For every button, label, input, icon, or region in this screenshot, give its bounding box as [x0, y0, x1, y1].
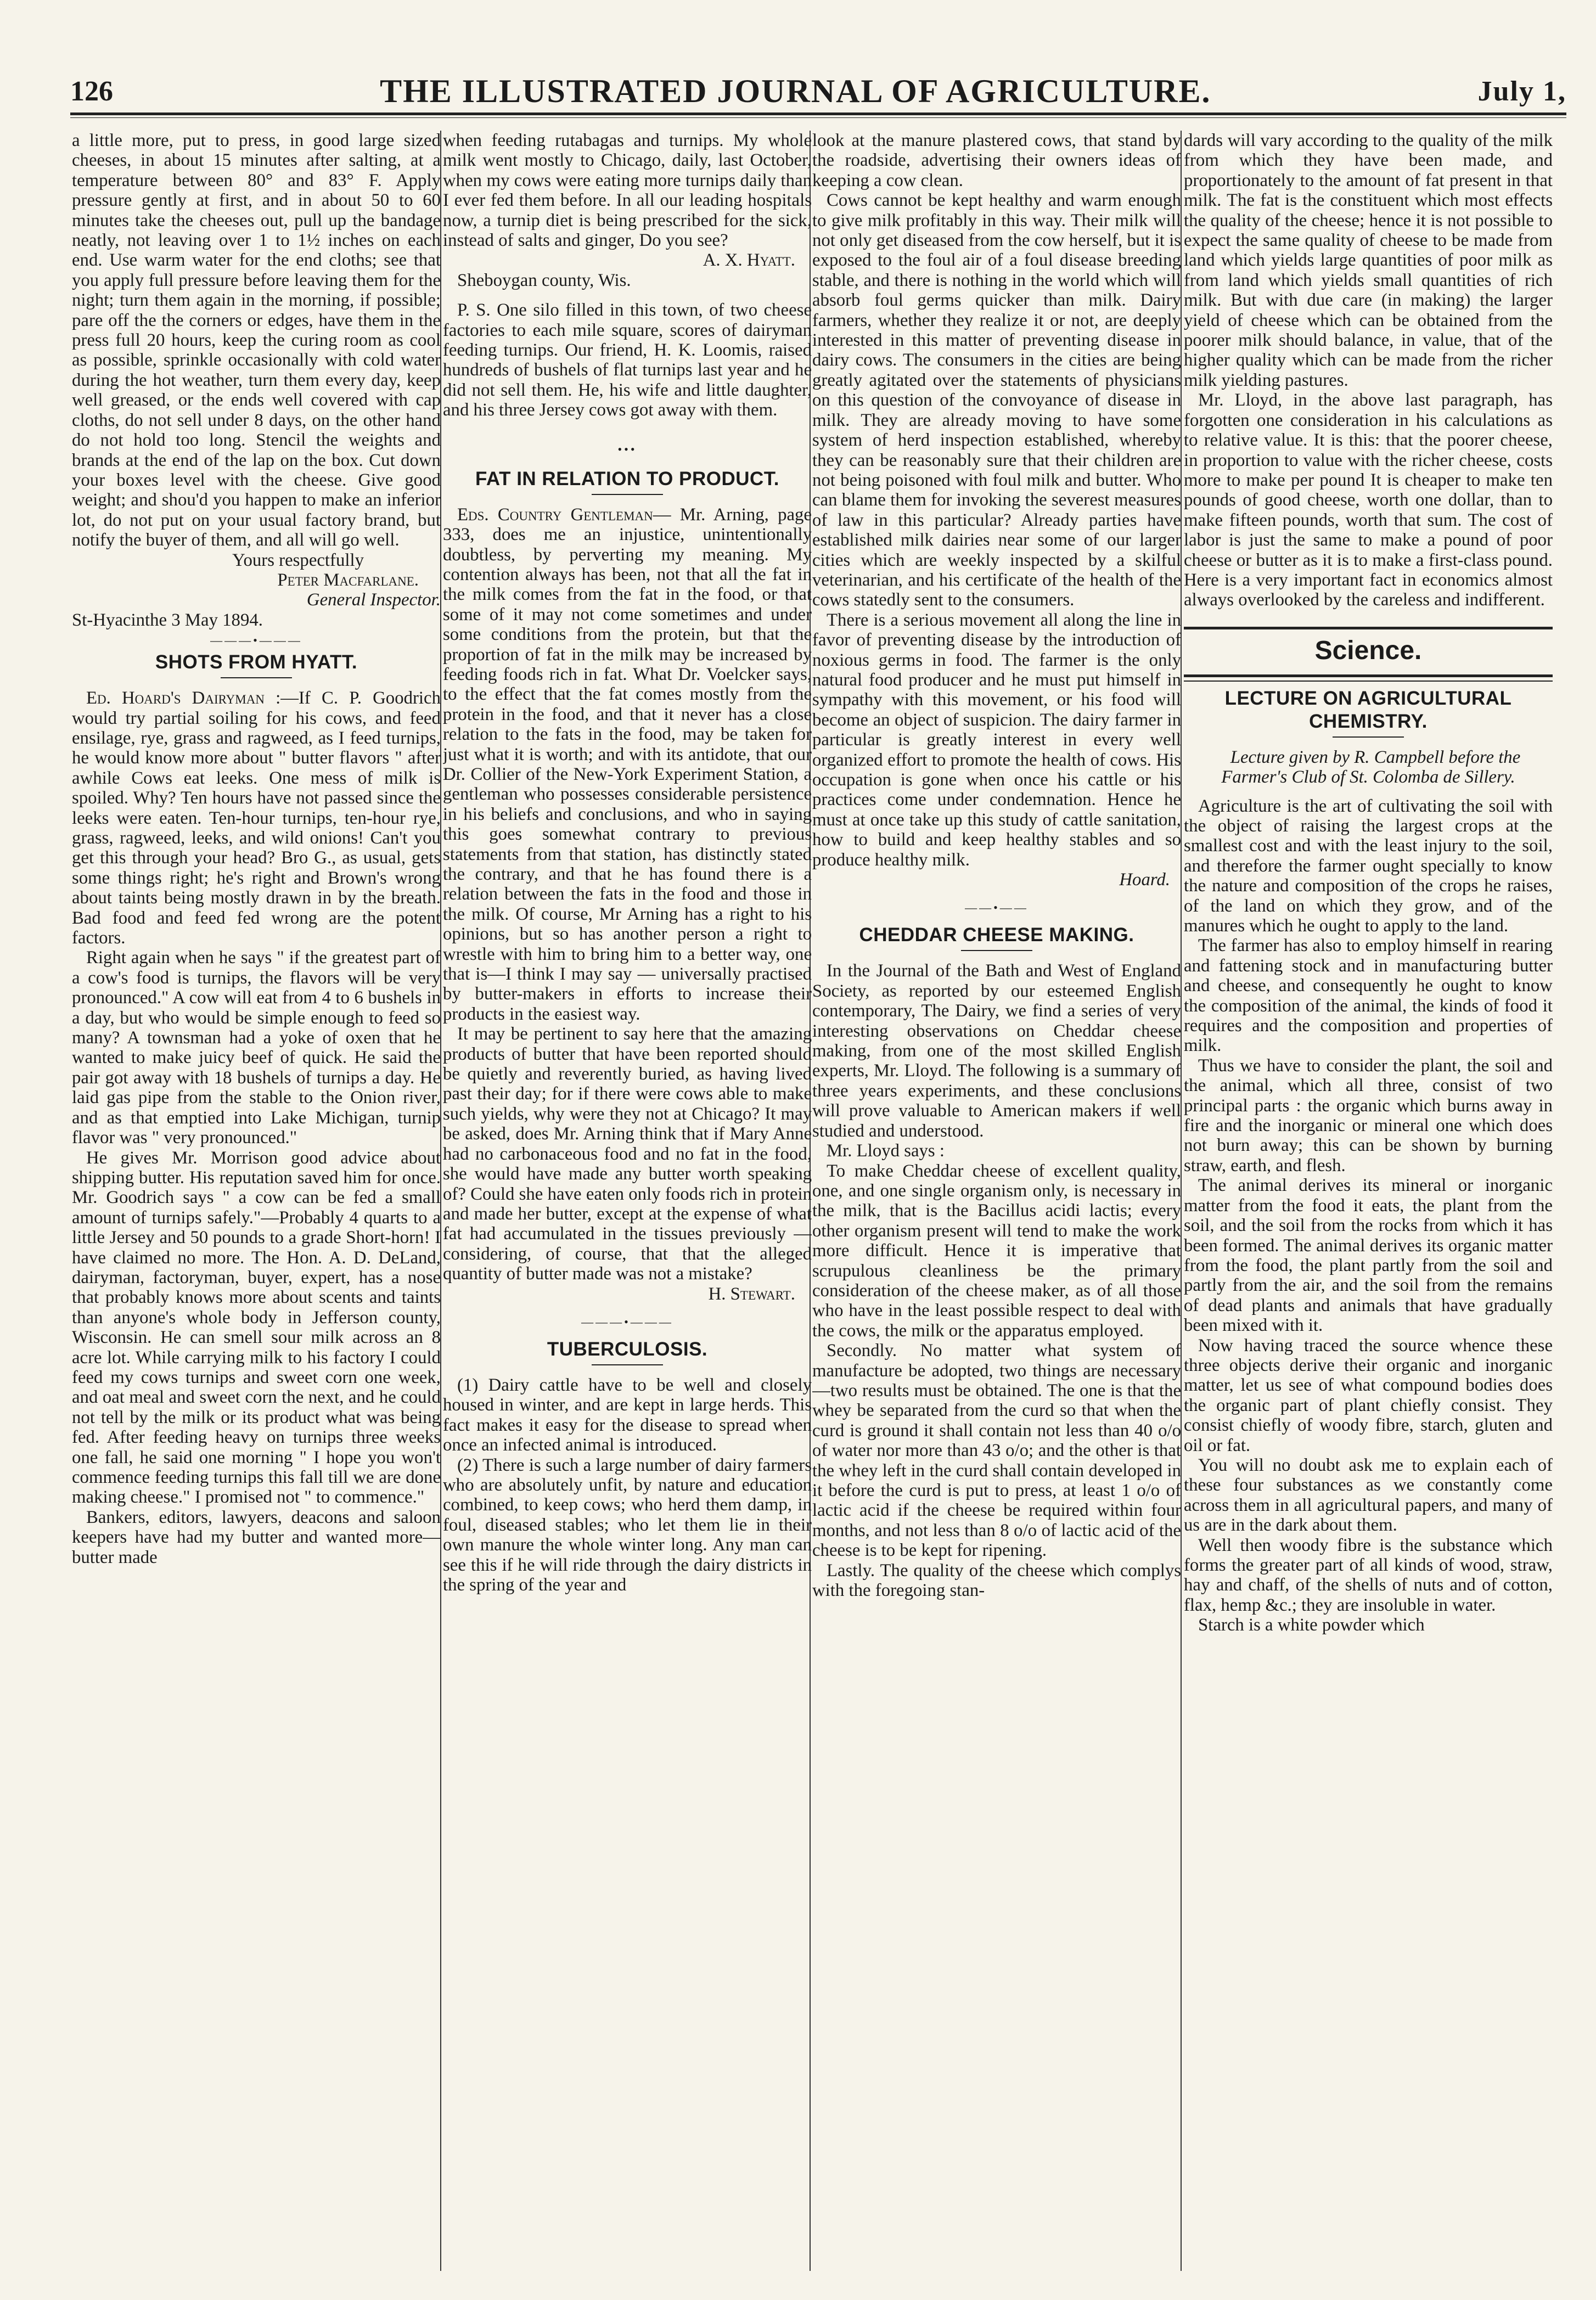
signer-title: General Inspector. — [306, 590, 441, 610]
paragraph: Bankers, editors, lawyers, deacons and saloon keepers have had my butter and wanted more—butter made — [72, 1507, 441, 1567]
closing: Yours respectfully — [232, 550, 364, 570]
section-heading: Science. — [1314, 636, 1422, 665]
paragraph: Now having traced the source whence these three objects derive their organic and inorganic matter, let us see of what compound bodies does the organic part of plant chiefly consist. They consist chiefly of woody fibre, starch, gluten and oil or fat. — [1184, 1335, 1553, 1455]
article-title: CHEDDAR CHEESE MAKING. — [859, 924, 1134, 946]
paragraph: You will no doubt ask me to explain each of these four substances as we constantly come across them in all agricultural papers, and many of us are in the dark about them. — [1184, 1455, 1553, 1536]
signature: H. Stewart. — [708, 1284, 795, 1304]
paragraph: —If C. P. Goodrich would try partial soiling for his cows, and feed ensilage, rye, grass and ragweed, as I feed turnips, he would know more about " butter flavors " after awhile Cows eat leeks. One mess of milk is spoiled. Why? Ten hours have not passed since the leeks were eaten. Ten-hour turnips, ten-hour rye, grass, ragweed, leeks, and wild onions! Can't you get this through your head? Bro G., as usual, gets some things right; he's right and Brown's wrong about taints being mostly drawn in by the breath. Bad food and feed fed wrong are the potent factors. — [72, 688, 441, 948]
article-title: TUBERCULOSIS. — [547, 1338, 708, 1360]
paragraph: Secondly. No matter what system of manufacture be adopted, two things are necessary—two results must be obtained. The one is that the whey be separated from the curd so that when the curd is ground it shall contain not less than 40 o/o of water nor more than 43 o/o; and the other is that the whey left in the curd shall contain developed in it before the curd is put to press, at least 1 o/o of lactic acid if the cheese be required within four months, and not less than 8 o/o of lactic acid of the cheese is to be kept for ripening. — [812, 1341, 1181, 1561]
place: Sheboygan county, Wis. — [457, 270, 631, 290]
paragraph: Mr. Lloyd says : — [827, 1141, 945, 1161]
article-title: SHOTS FROM HYATT. — [155, 651, 358, 673]
column-2 — [443, 131, 812, 2271]
paragraph: In the Journal of the Bath and West of England Society, as reported by our esteemed English contemporary, The Dairy, we find a series of very interesting observations on Cheddar cheese making, from one of the most skilled English experts, Mr. Lloyd. The following is a summary of three years experiments, and these conclusions will prove valuable to American makers if well studied and understood. — [812, 961, 1181, 1141]
section-rule — [1184, 627, 1553, 629]
paragraph: Agriculture is the art of cultivating the soil with the object of raising the largest crops at the smallest cost and with the least injury to the soil, and therefore the farmer ought specially to know the nature and composition of the crops he raises, of the land on which they grow, and of the manures which he ought to apply to the land. — [1184, 796, 1553, 936]
paragraph: Lastly. The quality of the cheese which complys with the foregoing stan- — [812, 1560, 1181, 1601]
separator: ——•—— — [965, 901, 1029, 915]
paragraph: when feeding rutabagas and turnips. My whole milk went mostly to Chicago, daily, last October, when my cows were eating more turnips daily than I ever fed them before. In all our leading hospitals now, a turnip diet is being prescribed for the sick, instead of salts and ginger, Do you see? — [443, 131, 812, 251]
salutation: Eds. Country Gentleman — [457, 504, 653, 525]
column-1 — [72, 131, 441, 2271]
masthead — [70, 70, 1566, 112]
paragraph: (2) There is such a large number of dairy farmers who are absolutely unfit, by nature and education combined, to keep cows; who herd them damp, in foul, diseased stables; who let them lie in their own manure the whole winter long. Any man can see this if he will ride through the dairy districts in the spring of the year and — [443, 1455, 812, 1595]
paragraph: Starch is a white powder which — [1198, 1615, 1425, 1635]
separator: ———•——— — [581, 1314, 673, 1329]
paragraph: Right again when he says " if the greatest part of a cow's food is turnips, the flavors will be very pronounced." A cow will eat from 4 to 6 bushels in a day, but who would be simple enough to feed so many? A townsman had a yoke of oxen that he wanted to make juicy beef of quick. He said the pair got away with 18 bushels of turnips a day. He laid gas pipe from the stable to the Onion river, and as that emptied into Lake Michigan, turnip flavor was " very pronounced." — [72, 948, 441, 1148]
paragraph: dards will vary according to the quality of the milk from which they have been made, and proportionately to the amount of fat present in that milk. The fat is the constituent which most effects the quality of the cheese; hence it is not possible to expect the same quality of cheese to be made from land which yields large quantities of poor milk as from land which yields small quantities of rich milk. But with due care (in making) the larger yield of cheese which can be obtained from the poorer milk should balance, in value, that of the higher quality which can be made from the richer milk yielding pastures. — [1184, 131, 1553, 390]
paragraph: a little more, put to press, in good large sized cheeses, in about 15 minutes after salting, at a temperature between 80° and 83° F. Apply pressure gently at first, and in about 50 to 60 minutes take the cheeses out, pull up the bandage neatly, not leaving over 1 to 1½ inches on each end. Use warm water for the end cloths; see that you apply full pressure before leaving them for the night; turn them again in the morning, if possible; pare off the the corners or edges, have them in the press full 20 hours, keep the curing room as cool as possible, sprinkle occasionally with cold water during the hot weather, turn them every day, keep well greased, or the ends well covered with cap cloths, do not sell under 8 days, on the other hand do not hold too long. Stencil the weights and brands at the end of the lap on the box. Cut down your boxes level with the cheese. Give good weight; and shou'd you happen to make an inferior lot, do not put on your usual factory brand, but notify the buyer of them, and all will go well. — [72, 131, 441, 550]
header-rule — [70, 113, 1566, 118]
paragraph: It may be pertinent to say here that the amazing products of butter that have been reported should be quietly and reverently buried, as having lived past their day; for if there were cows able to make such yields, why were they not at Chicago? It may be asked, does Mr. Arning think that if Mary Anne had no carbonaceous food and no fat in the food, she would have made any butter worth speaking of? Could she have eaten only foods rich in protein and made her butter, except at the expense of what fat had accumulated in the tissues previously —considering, of course, that that the alleged quantity of butter made was not a mistake? — [443, 1024, 812, 1284]
paragraph: He gives Mr. Morrison good advice about shipping butter. His reputation saved him for once. Mr. Goodrich says " a cow can be fed a small amount of turnips safely."—Probably 4 quarts to a little Jersey and 50 pounds to a grade Short-horn! I have claimed no more. The Hon. A. D. DeLand, dairyman, factoryman, buyer, expert, has a nose that probably knows more about scents and taints than anyone's whole body in Jefferson county, Wisconsin. He can smell sour milk across an 8 acre lot. While carrying milk to his factory I could feed my cows turnips and sweet corn one week, and oat meal and sweet corn the next, and he could not tell by the milk or its product what was being fed. After feeding heavy on turnips three weeks one fall, he said one morning " I hope you won't commence feeding turnips this fall till we are done making cheese." I promised not " to commence." — [72, 1148, 441, 1508]
title-rule — [961, 950, 1032, 951]
paragraph: P. S. One silo filled in this town, of two cheese factories to each mile square, scores of dairyman feeding turnips. Our friend, H. K. Loomis, raised hundreds of bushels of flat turnips last year and he did not sell them. He, his wife and little daughter, and his three Jersey cows got away with them. — [443, 300, 812, 420]
page-number: 126 — [70, 75, 113, 107]
paragraph: The farmer has also to employ himself in rearing and fattening stock and in manufacturing butter and cheese, and consequently he ought to know the composition of the animal, the kinds of food it requires and the composition and properties of milk. — [1184, 936, 1553, 1056]
title-rule — [221, 677, 292, 678]
title-rule — [592, 494, 663, 495]
paragraph: look at the manure plastered cows, that stand by the roadside, advertising their owners ideas of keeping a cow clean. — [812, 131, 1181, 190]
article-title: FAT IN RELATION TO PRODUCT. — [475, 468, 780, 490]
signature: Peter Macfarlane. — [277, 570, 419, 590]
paragraph: The animal derives its mineral or inorganic matter from the food it eats, the plant from the soil, and the soil from the rocks from which it has been formed. The animal derives its organic matter from the food, the plant partly from the soil and partly from the air, and the soil from the remains of dead plants and animals that have gradually been mixed with it. — [1184, 1176, 1553, 1336]
salutation: Ed. Hoard's Dairyman : — [86, 688, 281, 708]
paragraph: Well then woody fibre is the substance which forms the greater part of all kinds of wood, straw, hay and chaff, of the shells of nuts and of cotton, flax, hemp &c.; they are insoluble in water. — [1184, 1535, 1553, 1615]
signature: Hoard. — [1119, 870, 1170, 890]
paragraph: To make Cheddar cheese of excellent quality, one, and one single organism only, is necessary in the milk, that is the Bacillus acidi lactis; every other organism present will tend to make the work more difficult. Hence it is imperative that scrupulous cleanliness be the primary consideration of the cheese maker, as of all those who have in the least possible respect to deal with the cows, the milk or the apparatus employed. — [812, 1161, 1181, 1341]
place-date: St-Hyacinthe 3 May 1894. — [72, 610, 263, 630]
signature: A. X. Hyatt. — [703, 250, 795, 271]
separator: ••• — [617, 442, 637, 456]
journal-title: THE ILLUSTRATED JOURNAL OF AGRICULTURE. — [380, 72, 1211, 109]
section-rule — [1184, 681, 1553, 682]
title-rule — [592, 1364, 663, 1365]
article-title: LECTURE ON AGRICULTURAL CHEMISTRY. — [1224, 687, 1512, 732]
separator: ———•——— — [210, 633, 302, 648]
byline: Lecture given by R. Campbell before the Farmer's Club of St. Colomba de Sillery. — [1221, 747, 1521, 788]
paragraph: (1) Dairy cattle have to be well and closely housed in winter, and are kept in large herds. This fact makes it easy for the disease to spread when once an infected animal is introduced. — [443, 1375, 812, 1455]
column-4 — [1184, 131, 1553, 2271]
paragraph: Thus we have to consider the plant, the soil and the animal, which all three, consist of two principal parts : the organic which burns away in fire and the inorganic or mineral one which does not burn away; this can be shown by burning straw, earth, and flesh. — [1184, 1055, 1553, 1176]
paragraph: Mr. Lloyd, in the above last paragraph, has forgotten one consideration in his calculations as to relative value. It is this: that the poorer cheese, in proportion to value with the richer cheese, costs more to make per pound It is cheaper to make ten pounds of good cheese, worth one dollar, than to make fifteen pounds, worth that sum. The cost of labor is just the same to make a pound of poor cheese or butter as it is to make a first-class pound. Here is a very important fact in economics almost always overlooked by the careless and indifferent. — [1184, 390, 1553, 610]
paragraph: — Mr. Arning, page 333, does me an injustice, unintentionally doubtless, by perverting my meaning. My contention always has been, not that all the fat in the milk comes from the fat in the food, or that some of it may not come sometimes and under some conditions from the protein, but that the proportion of fat in the milk may be increased by feeding foods rich in fat. What Dr. Voelcker says, to the effect that the fat comes mostly from the protein in the food, and that it never has a close relation to the fats in the food, may be taken for just what it is worth; and with its antidote, that our Dr. Collier of the New-York Experiment Station, a gentleman who possesses considerable persistence in his beliefs and conclusions, and who in saying this goes somewhat contrary to previous statements from that station, has distinctly stated the contrary, and that he has found there is a relation between the fats in the food and those in the milk. Of course, Mr Arning has a right to his opinions, but so has another person a right to wrestle with him to bring him to a better way, one that is—I think I may say — universally practised by butter-makers in efforts to increase their products in the easiest way. — [443, 504, 812, 1024]
paragraph: There is a serious movement all along the line in favor of preventing disease by the introduction of noxious germs in food. The farmer is the only natural food producer and he must put himself in sympathy with this movement, or his food will become an object of suspicion. The dairy farmer in particular is greatly interest in every well organized effort to promote the health of cows. His occupation is gone when once his cattle or his practices come under condemnation. Hence he must at once take up this study of cattle sanitation, how to build and keep healthy stables and so produce healthy milk. — [812, 610, 1181, 870]
paragraph: Cows cannot be kept healthy and warm enough to give milk profitably in this way. Their milk will not only get diseased from the cow herself, but it is exposed to the foul air of a foul disease breeding stable, and there is nothing in the world which will absorb foul germs quicker than milk. Dairy farmers, whether they realize it or not, are deeply interested in this matter of preventing disease in dairy cows. The consumers in the cities are being greatly agitated over the statements of physicians on this question of the convoyance of disease in milk. They are already moving to have some system of herd inspection established, whereby they can be reasonably sure that their children are not being poisoned with foul milk and butter. Who can blame them for invoking the severest measures of law in this particular? Already parties have established milk dairies near some of our larger cities which are weekly inspected by a skilful veterinarian, and his certificate of the health of the cows statedly sent to the consumers. — [812, 190, 1181, 610]
section-rule — [1184, 674, 1553, 677]
issue-date: July 1, — [1477, 75, 1566, 107]
column-3 — [812, 131, 1181, 2271]
title-rule — [1333, 736, 1404, 738]
